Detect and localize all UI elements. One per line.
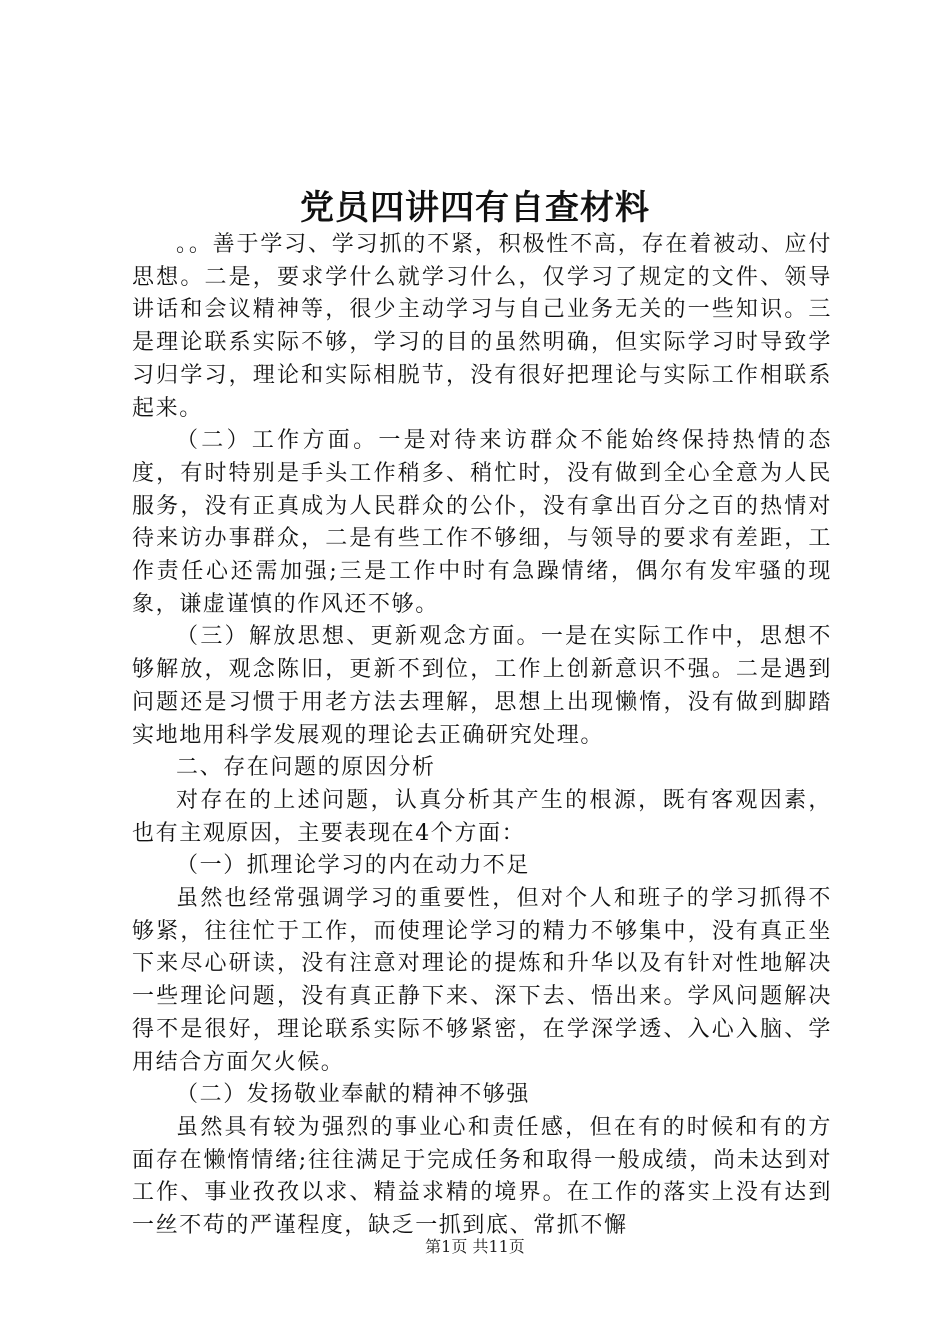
paragraph: （三）解放思想、更新观念方面。一是在实际工作中，思想不够解放，观念陈旧，更新不到位，工作上创新意识不强。二是遇到问题还是习惯于用老方法去理解，思想上出现懒惰，没有做到脚踏实地地用科学发展观的理论去正确研究处理。 xyxy=(132,624,832,748)
paragraph: 虽然也经常强调学习的重要性，但对个人和班子的学习抓得不够紧，往往忙于工作，而使理论学习的精力不够集中，没有真正坐下来尽心研读，没有注意对理论的提炼和升华以及有针对性地解决一些理论问题，没有真正静下来、深下去、悟出来。学风问题解决得不是很好，理论联系实际不够紧密，在学深学透、入心入脑、学用结合方面欠火候。 xyxy=(132,886,832,1075)
paragraph: 。。善于学习、学习抓的不紧，积极性不高，存在着被动、应付思想。二是，要求学什么就学习什么，仅学习了规定的文件、领导讲话和会议精神等，很少主动学习与自己业务无关的一些知识。三是理论联系实际不够，学习的目的虽然明确，但实际学习时导致学习归学习，理论和实际相脱节，没有很好把理论与实际工作相联系起来。 xyxy=(132,232,832,421)
subsection-heading: （二）发扬敬业奉献的精神不够强 xyxy=(176,1082,531,1108)
document-title: 党员四讲四有自查材料 xyxy=(300,188,650,228)
paragraph: 对存在的上述问题，认真分析其产生的根源，既有客观因素，也有主观原因，主要表现在4个方面： xyxy=(132,787,832,846)
subsection-heading: （一）抓理论学习的内在动力不足 xyxy=(176,853,531,879)
page-number-footer: 第1页 共11页 xyxy=(425,1237,525,1256)
paragraph: （二）工作方面。一是对待来访群众不能始终保持热情的态度，有时特别是手头工作稍多、稍忙时，没有做到全心全意为人民服务，没有正真成为人民群众的公仆，没有拿出百分之百的热情对待来访办事群众，二是有些工作不够细，与领导的要求有差距，工作责任心还需加强;三是工作中时有急躁情绪，偶尔有发牢骚的现象，谦虚谨慎的作风还不够。 xyxy=(132,428,832,617)
paragraph: 虽然具有较为强烈的事业心和责任感，但在有的时候和有的方面存在懒惰情绪;往往满足于完成任务和取得一般成绩，尚未达到对工作、事业孜孜以求、精益求精的境界。在工作的落实上没有达到一丝不苟的严谨程度，缺乏一抓到底、常抓不懈 xyxy=(132,1114,832,1239)
section-heading: 二、存在问题的原因分析 xyxy=(176,755,436,781)
document-body xyxy=(132,229,832,1243)
